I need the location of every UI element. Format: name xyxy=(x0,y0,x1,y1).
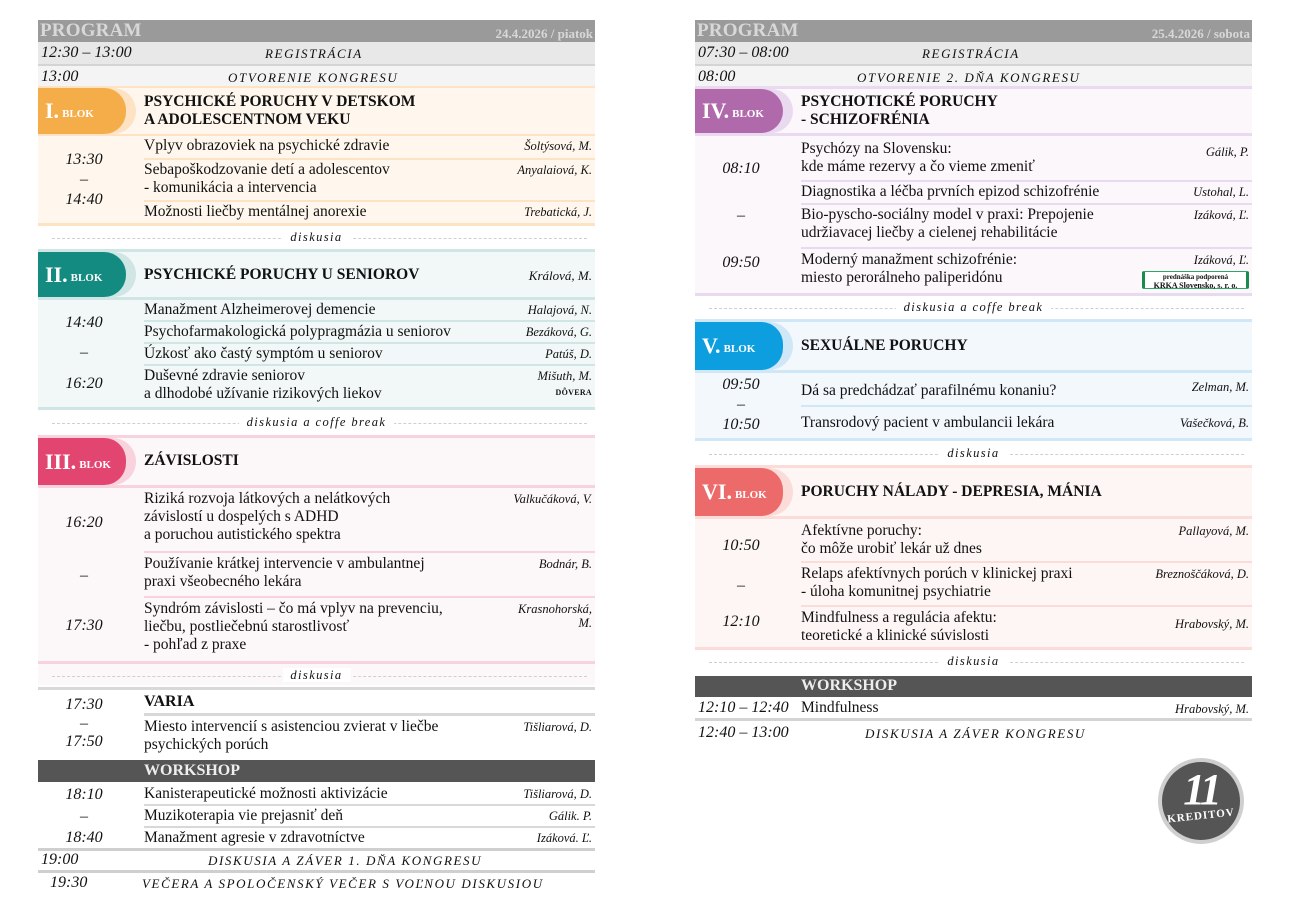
workshop-header xyxy=(695,676,1252,697)
block-4-bottom-line xyxy=(695,293,1252,296)
credits-number: 11 xyxy=(1183,765,1219,814)
talk-item xyxy=(144,828,595,848)
block-1-time-end: 14:40 xyxy=(65,191,103,208)
talk-separator xyxy=(801,247,1252,249)
talk-speaker: Izáková, Ľ. xyxy=(1193,208,1249,222)
block-1-number: I. xyxy=(45,98,60,123)
divider xyxy=(695,718,1252,721)
opening-time: 08:00 xyxy=(698,68,736,85)
talk-speaker: Bodnár, B. xyxy=(538,557,592,571)
registration-row xyxy=(695,42,1252,64)
talk-speaker: Ustohal, L. xyxy=(1193,185,1249,199)
registration-time: 07:30 – 08:00 xyxy=(698,44,789,61)
varia-time-end: 17:50 xyxy=(65,733,103,750)
discussion-label: diskusia a coffe break xyxy=(896,300,1052,314)
discussion-row xyxy=(38,415,595,431)
varia-top-line xyxy=(38,687,595,690)
talk-separator xyxy=(144,596,595,598)
block-5-blok-label: BLOK xyxy=(723,343,756,355)
dinner-time: 19:30 xyxy=(50,874,88,891)
credits-badge xyxy=(1158,758,1244,844)
talk-speaker: Pallayová, M. xyxy=(1178,524,1249,538)
talk-item xyxy=(144,202,595,224)
block-2-top-line xyxy=(38,249,595,252)
block-2-badge xyxy=(38,252,126,297)
talk-title: Duševné zdravie seniorov a dlhodobé užívanie rizikových liekov xyxy=(144,367,382,402)
block-2-number: II. xyxy=(45,261,68,287)
talk-title: Mindfulness xyxy=(801,699,879,716)
talk-title: Psychózy na Slovensku: kde máme rezervy a čo vieme zmeniť xyxy=(801,140,1035,175)
discussion-label: diskusia xyxy=(939,446,1007,460)
closing-row xyxy=(695,722,1252,744)
block-5-badge xyxy=(695,322,783,370)
block-5-bottom-line xyxy=(695,438,1252,441)
talk-speaker: Izáková. Ľ. xyxy=(536,831,592,845)
sponsor-line: prednáška podporená xyxy=(1162,273,1229,281)
talk-item xyxy=(801,205,1252,245)
block-5-number: V. xyxy=(702,333,721,358)
talk-speaker: Gálik. P. xyxy=(548,809,592,823)
talk-item xyxy=(144,300,595,320)
closing-row xyxy=(38,851,595,870)
block-2-blok-label: BLOK xyxy=(70,271,103,284)
block-1-title xyxy=(144,93,415,129)
talk-title: Možnosti liečby mentálnej anorexie xyxy=(144,203,367,220)
talk-item xyxy=(144,344,595,364)
talk-item xyxy=(144,784,595,804)
workshop-header xyxy=(38,760,595,782)
block-4-top-line xyxy=(695,86,1252,89)
block-4-title-line: - SCHIZOFRÉNIA xyxy=(801,111,930,128)
talk-title: Afektívne poruchy: čo môže urobiť lekár už dnes xyxy=(801,522,982,557)
block-4-time-start: 08:10 xyxy=(722,160,760,177)
talk-title: Riziká rozvoja látkových a nelátkových závislostí u dospelých s ADHD a poruchou autistického spektra xyxy=(144,490,391,543)
block-6-time-start: 10:50 xyxy=(722,537,760,554)
block-6-badge xyxy=(695,468,783,516)
block-3-number: III. xyxy=(45,448,77,474)
talk-separator xyxy=(801,561,1252,563)
talk-item xyxy=(801,250,1252,294)
talk-item xyxy=(144,489,595,549)
block-2-title: PSYCHICKÉ PORUCHY U SENIOROV xyxy=(144,266,420,283)
workshop-time-end: 18:40 xyxy=(65,829,103,846)
workshop-label: WORKSHOP xyxy=(144,762,241,779)
credits-label: KREDITOV xyxy=(1166,806,1236,826)
program-date: 25.4.2026 / sobota xyxy=(1151,26,1250,41)
block-4-blok-label: BLOK xyxy=(732,108,764,120)
talk-item xyxy=(144,717,595,757)
talk-speaker: Zelman, M. xyxy=(1191,380,1249,394)
block-5-separator xyxy=(695,370,1252,373)
block-3-bottom-line xyxy=(38,661,595,664)
talk-title: Psychofarmakologická polypragmázia u seniorov xyxy=(144,323,451,340)
talk-speaker: Breznoščáková, D. xyxy=(1155,567,1249,581)
block-4-time-dash: – xyxy=(737,207,745,224)
talk-title: Diagnostika a léčba prvních epizod schizofrénie xyxy=(801,183,1100,200)
block-2-chair: Králová, M. xyxy=(528,268,592,283)
talk-speaker: Trebatická, J. xyxy=(524,205,592,219)
varia-time-start: 17:30 xyxy=(65,696,103,713)
talk-title: Sebapoškodzovanie detí a adolescentov - komunikácia a intervencia xyxy=(144,161,390,196)
block-3-title: ZÁVISLOSTI xyxy=(144,452,239,469)
sponsor-logo-dovera: DÔVERA xyxy=(555,388,592,397)
talk-speaker: Patúš, D. xyxy=(545,347,592,361)
block-2-time-dash: – xyxy=(80,344,88,361)
block-5-title: SEXUÁLNE PORUCHY xyxy=(801,337,968,354)
block-6-top-line xyxy=(695,465,1252,468)
discussion-row xyxy=(695,654,1252,670)
block-6-bottom-line xyxy=(695,647,1252,650)
block-3-time-end: 17:30 xyxy=(65,617,103,634)
block-5-body xyxy=(695,370,1252,441)
block-4-separator xyxy=(695,133,1252,136)
talk-item xyxy=(144,366,595,406)
program-header xyxy=(695,20,1252,42)
block-1-title-line: A ADOLESCENTNOM VEKU xyxy=(144,111,351,128)
block-4-badge xyxy=(695,89,783,133)
discussion-row xyxy=(695,300,1252,316)
block-6-body xyxy=(695,516,1252,650)
block-1-time-dash: – xyxy=(80,171,88,188)
talk-speaker: Gálik, P. xyxy=(1205,145,1249,159)
block-1-time-start: 13:30 xyxy=(65,151,103,168)
block-3-header xyxy=(38,435,595,485)
talk-title: Vplyv obrazoviek na psychické zdravie xyxy=(144,137,390,154)
block-6-title: PORUCHY NÁLADY - DEPRESIA, MÁNIA xyxy=(801,483,1102,500)
block-3-blok-label: BLOK xyxy=(79,458,111,471)
talk-item xyxy=(801,139,1252,179)
talk-item xyxy=(144,136,595,158)
workshop-time-start: 18:10 xyxy=(65,786,103,803)
block-6-blok-label: BLOK xyxy=(734,489,767,501)
block-3-body xyxy=(38,485,595,685)
closing-label: DISKUSIA A ZÁVER 1. DŇA KONGRESU xyxy=(208,853,483,868)
block-3-time-dash: – xyxy=(80,567,88,584)
talk-separator xyxy=(801,605,1252,607)
block-4-header xyxy=(695,86,1252,133)
block-6-header xyxy=(695,465,1252,516)
program-title: PROGRAM xyxy=(40,20,142,41)
talk-item xyxy=(144,322,595,342)
talk-title: Bio-pyscho-sociálny model v praxi: Prepojenie udržiavacej liečby a cielenej rehabilitácie xyxy=(801,206,1094,241)
talk-title: Dá sa predchádzať parafilnému konaniu? xyxy=(801,382,1057,399)
talk-speaker: Mišuth, M. xyxy=(537,369,592,383)
talk-separator xyxy=(144,551,595,553)
opening-row xyxy=(38,66,595,88)
workshop-time-dash: – xyxy=(80,808,88,825)
talk-speaker: Anyalaiová, K. xyxy=(517,163,592,177)
talk-speaker: Krasnohorská, M. xyxy=(518,602,592,630)
discussion-row xyxy=(695,446,1252,462)
talk-item xyxy=(801,608,1252,648)
talk-speaker: Tišliarová, D. xyxy=(523,720,592,734)
block-5-time-dash: – xyxy=(737,396,745,413)
block-1-header xyxy=(38,88,595,134)
opening-time: 13:00 xyxy=(41,68,79,85)
talk-item xyxy=(801,182,1252,202)
block-3-top-line xyxy=(38,435,595,438)
block-4-number: IV. xyxy=(702,98,730,123)
block-3-time-start: 16:20 xyxy=(65,514,103,531)
talk-item xyxy=(801,407,1252,438)
talk-title: Manažment Alzheimerovej demencie xyxy=(144,301,376,318)
block-1-bottom-line xyxy=(38,223,595,226)
discussion-label: diskusia xyxy=(939,654,1007,668)
discussion-label: diskusia a coffe break xyxy=(239,415,395,429)
talk-title: Kanisterapeutické možnosti aktivizácie xyxy=(144,785,388,802)
talk-speaker: Hrabovský, M. xyxy=(1175,702,1249,716)
opening-row xyxy=(695,66,1252,88)
block-2-header xyxy=(38,249,595,297)
closing-label: DISKUSIA A ZÁVER KONGRESU xyxy=(865,726,1086,741)
program-header xyxy=(38,20,595,42)
talk-speaker: Bezáková, G. xyxy=(525,325,592,339)
block-4-title xyxy=(801,93,998,129)
discussion-row xyxy=(38,230,595,246)
block-6-time-end: 12:10 xyxy=(722,613,760,630)
block-1-blok-label: BLOK xyxy=(62,108,94,120)
talk-speaker: Valkučáková, V. xyxy=(513,492,592,506)
talk-title: Transrodový pacient v ambulancii lekára xyxy=(801,414,1055,431)
workshop-time: 12:10 – 12:40 xyxy=(698,699,789,716)
talk-speaker: Šoltýsová, M. xyxy=(524,139,592,153)
talk-speaker: Hrabovský, M. xyxy=(1175,617,1249,631)
block-4-time-end: 09:50 xyxy=(722,254,760,271)
talk-title: Syndróm závislosti – čo má vplyv na prevenciu, liečbu, postliečebnú starostlivosť - pohľad z praxe xyxy=(144,600,443,653)
block-2-bottom-line xyxy=(38,407,595,410)
talk-title: Relaps afektívnych porúch v klinickej praxi - úloha komunitnej psychiatrie xyxy=(801,565,1073,600)
discussion-label: diskusia xyxy=(282,668,350,682)
block-1-badge xyxy=(38,88,126,134)
registration-row xyxy=(38,42,595,64)
talk-separator xyxy=(144,713,595,716)
block-4-body xyxy=(695,133,1252,296)
dinner-row xyxy=(38,873,595,895)
block-1-body xyxy=(38,134,595,226)
sponsor-badge-krka xyxy=(1142,271,1249,289)
block-1-title-line: PSYCHICKÉ PORUCHY V DETSKOM xyxy=(144,93,416,110)
talk-title: Používanie krátkej intervencie v ambulantnej praxi všeobecného lekára xyxy=(144,555,425,590)
dinner-label: VEČERA A SPOLOČENSKÝ VEČER S VOĽNOU DISKUSIOU xyxy=(142,876,544,891)
talk-item xyxy=(801,521,1252,561)
registration-time: 12:30 – 13:00 xyxy=(41,44,132,61)
block-3-separator xyxy=(38,485,595,488)
talk-title: Úzkosť ako častý symptóm u seniorov xyxy=(144,345,383,362)
program-date: 24.4.2026 / piatok xyxy=(495,26,593,41)
talk-title: Muzikoterapia vie prejasniť deň xyxy=(144,807,344,824)
talk-item xyxy=(144,806,595,826)
talk-item xyxy=(801,374,1252,404)
registration-label: REGISTRÁCIA xyxy=(265,46,363,61)
talk-speaker: Vašečková, B. xyxy=(1179,416,1249,430)
closing-time: 19:00 xyxy=(41,851,79,868)
block-5-time-start: 09:50 xyxy=(722,376,760,393)
talk-speaker: Halajová, N. xyxy=(527,303,592,317)
block-2-body xyxy=(38,297,595,410)
talk-title: Mindfulness a regulácia afektu: teoretické a klinické súvislosti xyxy=(801,609,997,644)
talk-title: Moderný manažment schizofrénie: miesto perorálneho paliperidónu xyxy=(801,251,1018,286)
opening-label: OTVORENIE 2. DŇA KONGRESU xyxy=(857,70,1081,85)
varia-time-dash: – xyxy=(80,715,88,732)
block-3-badge xyxy=(38,438,126,485)
discussion-row xyxy=(38,668,595,684)
closing-time: 12:40 – 13:00 xyxy=(698,724,789,741)
block-5-time-end: 10:50 xyxy=(722,416,760,433)
talk-title: Manažment agresie v zdravotníctve xyxy=(144,829,365,846)
block-2-time-end: 16:20 xyxy=(65,375,103,392)
block-6-separator xyxy=(695,516,1252,519)
registration-label: REGISTRÁCIA xyxy=(922,46,1020,61)
talk-item xyxy=(801,564,1252,604)
workshop-label: WORKSHOP xyxy=(801,677,898,694)
block-4-title-line: PSYCHOTICKÉ PORUCHY xyxy=(801,93,998,110)
varia-title: VARIA xyxy=(144,693,195,710)
sponsor-name: KRKA Slovensko, s. r. o. xyxy=(1153,281,1238,290)
block-6-number: VI. xyxy=(702,479,732,504)
talk-item xyxy=(144,599,595,659)
opening-label: OTVORENIE KONGRESU xyxy=(228,70,399,85)
discussion-label: diskusia xyxy=(282,230,350,244)
block-5-top-line xyxy=(695,319,1252,322)
talk-speaker: Tišliarová, D. xyxy=(523,787,592,801)
program-title: PROGRAM xyxy=(697,20,799,41)
block-2-time-start: 14:40 xyxy=(65,314,103,331)
talk-title: Miesto intervencií s asistenciou zvierat v liečbe psychických porúch xyxy=(144,718,439,753)
block-5-header xyxy=(695,319,1252,370)
talk-item xyxy=(144,160,595,200)
talk-speaker: Izáková, Ľ. xyxy=(1193,253,1249,267)
talk-item xyxy=(144,554,595,594)
workshop-row xyxy=(695,697,1252,718)
block-6-time-dash: – xyxy=(737,577,745,594)
